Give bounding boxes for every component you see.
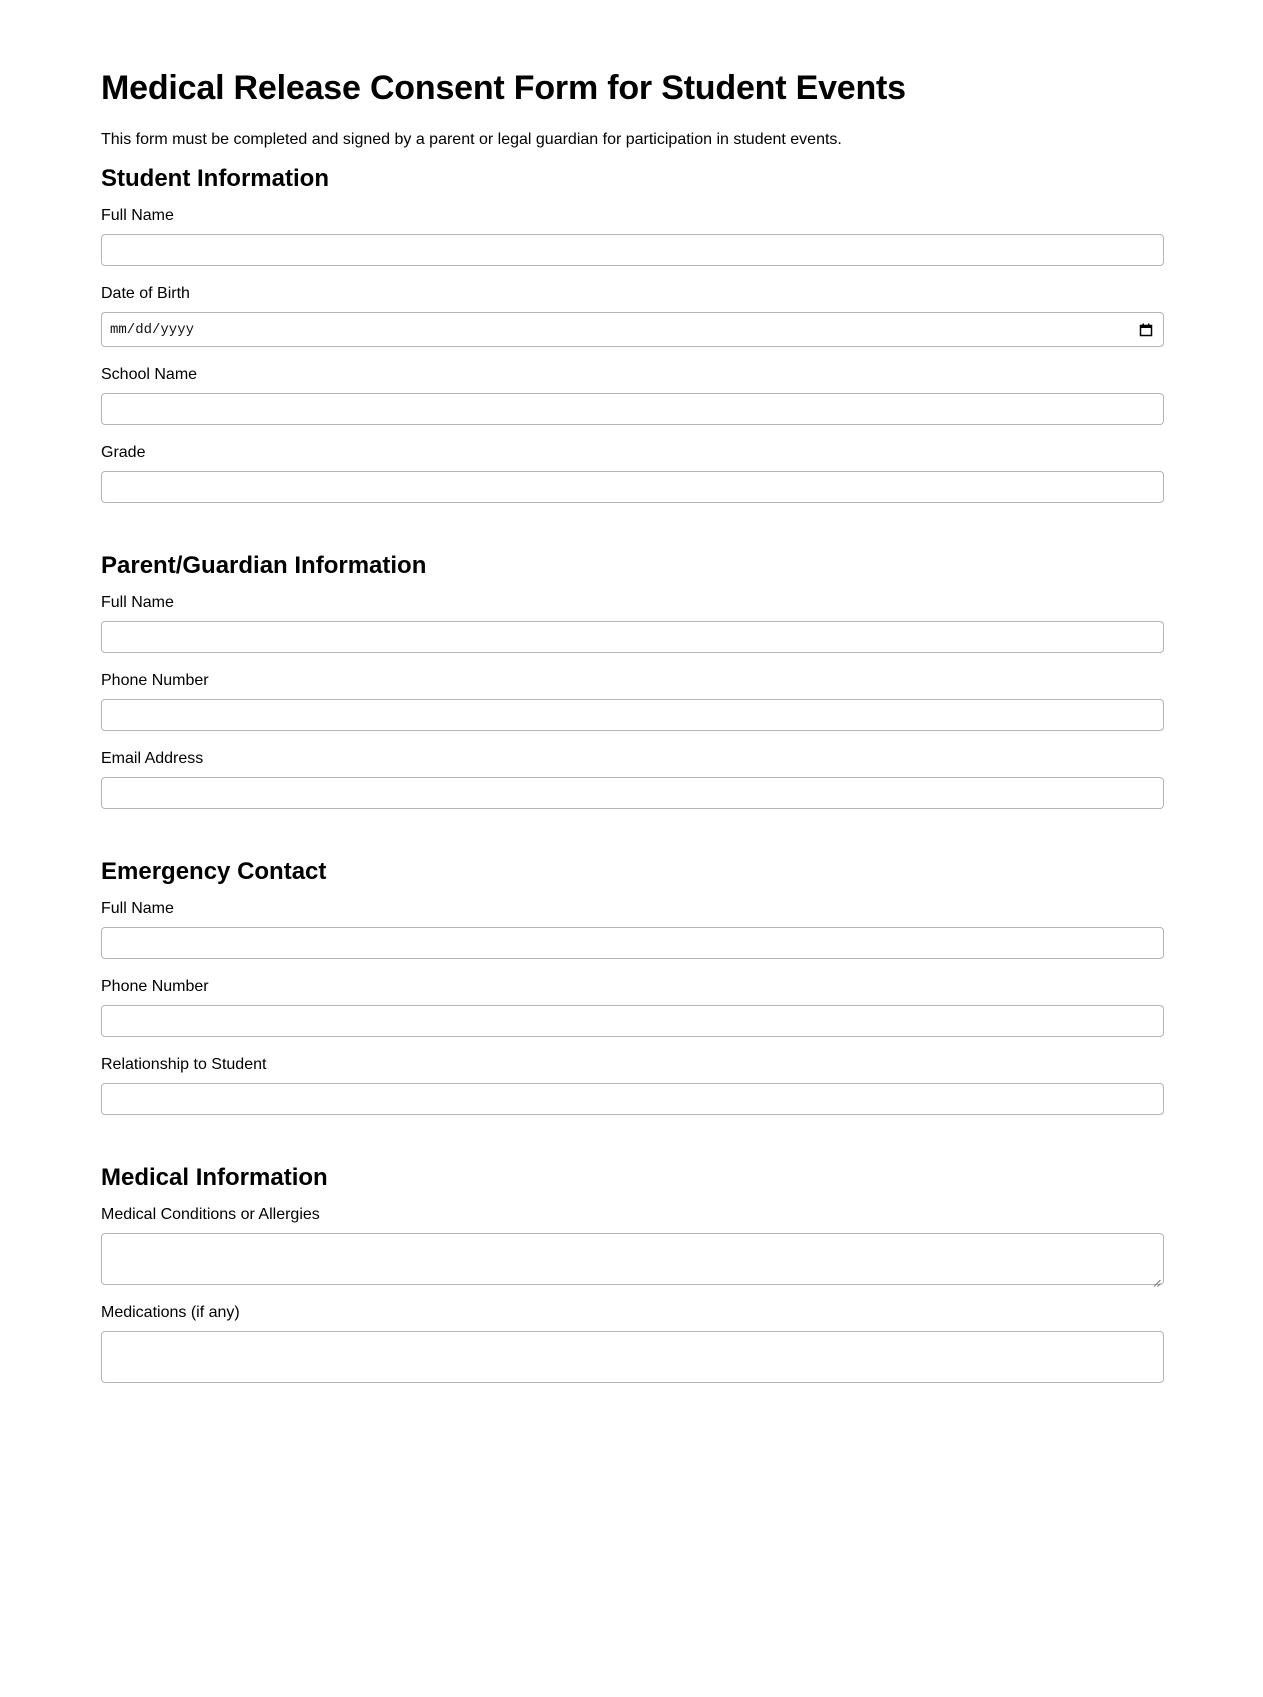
guardian-phone-label: Phone Number (101, 672, 209, 689)
guardian-information-section (101, 551, 1164, 809)
student-grade-input[interactable] (101, 471, 1164, 503)
guardian-full-name-field (101, 593, 1164, 653)
medications-label: Medications (if any) (101, 1304, 240, 1321)
section-heading-emergency: Emergency Contact (101, 858, 327, 885)
emergency-relationship-field (101, 1055, 1164, 1115)
section-heading-guardian: Parent/Guardian Information (101, 552, 427, 579)
student-school-label: School Name (101, 366, 198, 383)
emergency-phone-field (101, 977, 1164, 1037)
medical-release-form (101, 62, 1164, 1401)
medical-conditions-label: Medical Conditions or Allergies (101, 1206, 320, 1223)
emergency-relationship-label: Relationship to Student (101, 1056, 267, 1073)
student-dob-input[interactable] (101, 312, 1164, 347)
student-dob-field (101, 284, 1164, 347)
student-full-name-label: Full Name (101, 207, 174, 224)
section-heading-student: Student Information (101, 165, 329, 192)
guardian-email-label: Email Address (101, 750, 204, 767)
student-information-section (101, 164, 1164, 503)
guardian-phone-input[interactable] (101, 699, 1164, 731)
medical-information-section (101, 1163, 1164, 1383)
calendar-icon[interactable] (1137, 321, 1155, 339)
emergency-full-name-field (101, 899, 1164, 959)
emergency-relationship-input[interactable] (101, 1083, 1164, 1115)
resize-grip-icon[interactable] (1153, 1274, 1161, 1282)
emergency-phone-label: Phone Number (101, 978, 209, 995)
guardian-phone-field (101, 671, 1164, 731)
guardian-full-name-input[interactable] (101, 621, 1164, 653)
medications-textarea[interactable] (101, 1331, 1164, 1383)
guardian-email-field (101, 749, 1164, 809)
guardian-email-input[interactable] (101, 777, 1164, 809)
student-grade-label: Grade (101, 444, 146, 461)
guardian-full-name-label: Full Name (101, 594, 174, 611)
student-grade-field (101, 443, 1164, 503)
student-full-name-field (101, 206, 1164, 266)
student-full-name-input[interactable] (101, 234, 1164, 266)
dob-placeholder: mm/dd/yyyy (110, 321, 195, 338)
form-intro: This form must be completed and signed by a parent or legal guardian for participation in student events. (101, 131, 842, 148)
emergency-phone-input[interactable] (101, 1005, 1164, 1037)
student-dob-label: Date of Birth (101, 285, 190, 302)
emergency-contact-section (101, 857, 1164, 1115)
emergency-full-name-label: Full Name (101, 900, 174, 917)
student-school-input[interactable] (101, 393, 1164, 425)
emergency-full-name-input[interactable] (101, 927, 1164, 959)
student-school-field (101, 365, 1164, 425)
medical-conditions-field (101, 1205, 1164, 1285)
page-title: Medical Release Consent Form for Student Events (101, 69, 906, 107)
medications-field (101, 1303, 1164, 1383)
medical-conditions-textarea[interactable] (101, 1233, 1164, 1285)
section-heading-medical: Medical Information (101, 1164, 328, 1191)
